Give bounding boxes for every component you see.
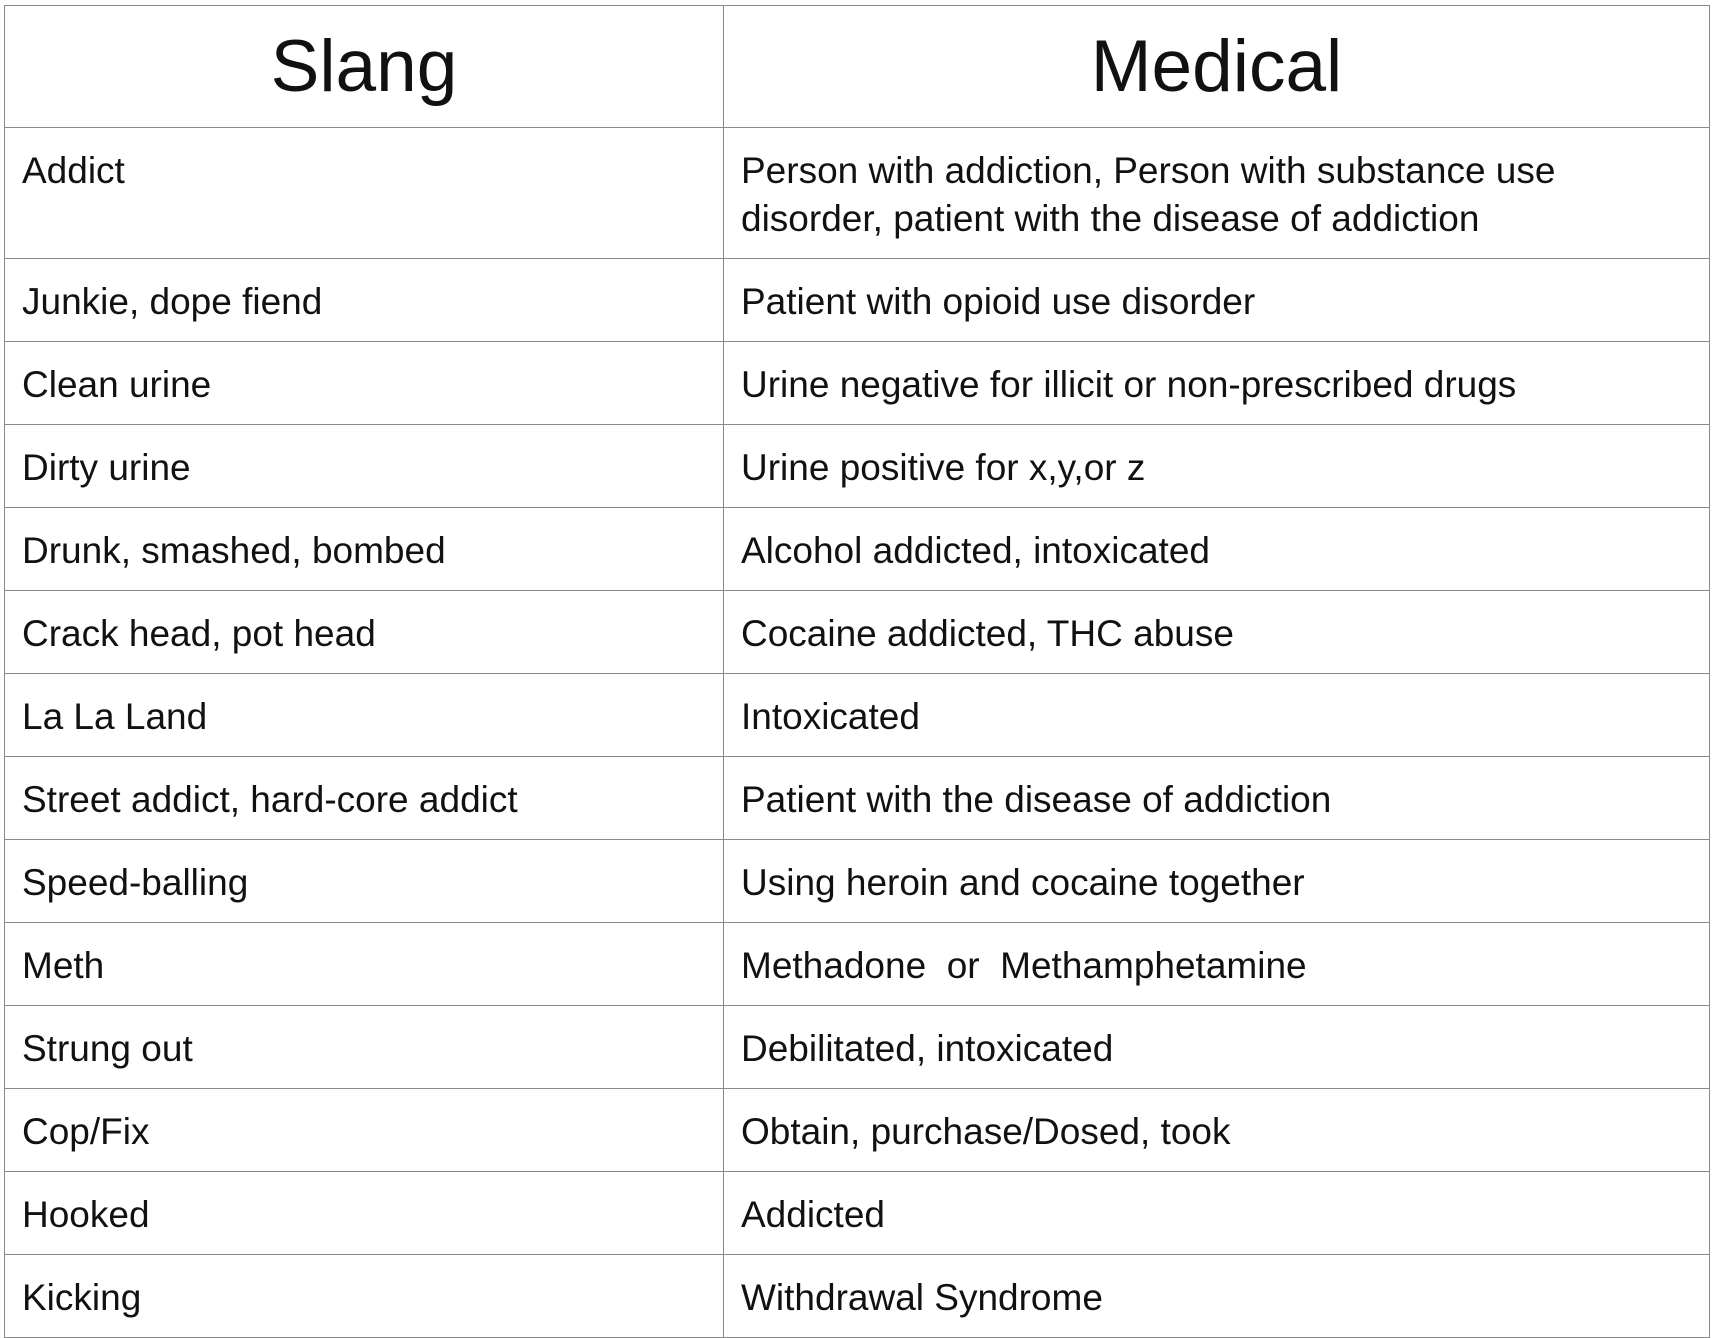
header-slang: Slang [5,6,724,128]
slang-cell: Speed-balling [5,840,724,923]
slang-cell: Clean urine [5,342,724,425]
medical-cell: Alcohol addicted, intoxicated [724,508,1710,591]
medical-cell: Obtain, purchase/Dosed, took [724,1089,1710,1172]
header-row [5,6,1710,128]
medical-cell: Person with addiction, Person with substance use disorder, patient with the disease of addiction [724,128,1710,259]
table-row [5,259,1710,342]
slang-cell: Drunk, smashed, bombed [5,508,724,591]
medical-cell: Cocaine addicted, THC abuse [724,591,1710,674]
medical-cell: Patient with opioid use disorder [724,259,1710,342]
header-medical: Medical [724,6,1710,128]
medical-cell: Using heroin and cocaine together [724,840,1710,923]
medical-cell: Patient with the disease of addiction [724,757,1710,840]
slang-cell: Hooked [5,1172,724,1255]
table-row [5,128,1710,259]
slang-cell: Dirty urine [5,425,724,508]
table-row [5,1089,1710,1172]
table-row [5,425,1710,508]
medical-cell: Methadone or Methamphetamine [724,923,1710,1006]
table-row [5,508,1710,591]
slang-cell: Addict [5,128,724,259]
table-row [5,591,1710,674]
slang-cell: La La Land [5,674,724,757]
table-row [5,923,1710,1006]
slang-cell: Junkie, dope fiend [5,259,724,342]
table-row [5,1006,1710,1089]
slang-cell: Strung out [5,1006,724,1089]
slang-medical-table [4,5,1710,1338]
table-row [5,757,1710,840]
medical-cell: Withdrawal Syndrome [724,1255,1710,1338]
medical-cell: Urine negative for illicit or non-prescribed drugs [724,342,1710,425]
medical-cell: Urine positive for x,y,or z [724,425,1710,508]
medical-cell: Addicted [724,1172,1710,1255]
medical-cell: Debilitated, intoxicated [724,1006,1710,1089]
medical-cell: Intoxicated [724,674,1710,757]
table-row [5,674,1710,757]
slang-cell: Street addict, hard-core addict [5,757,724,840]
table-row [5,840,1710,923]
slang-cell: Crack head, pot head [5,591,724,674]
table-row [5,1172,1710,1255]
slang-cell: Meth [5,923,724,1006]
table-row [5,1255,1710,1338]
slang-cell: Kicking [5,1255,724,1338]
table-row [5,342,1710,425]
slang-cell: Cop/Fix [5,1089,724,1172]
